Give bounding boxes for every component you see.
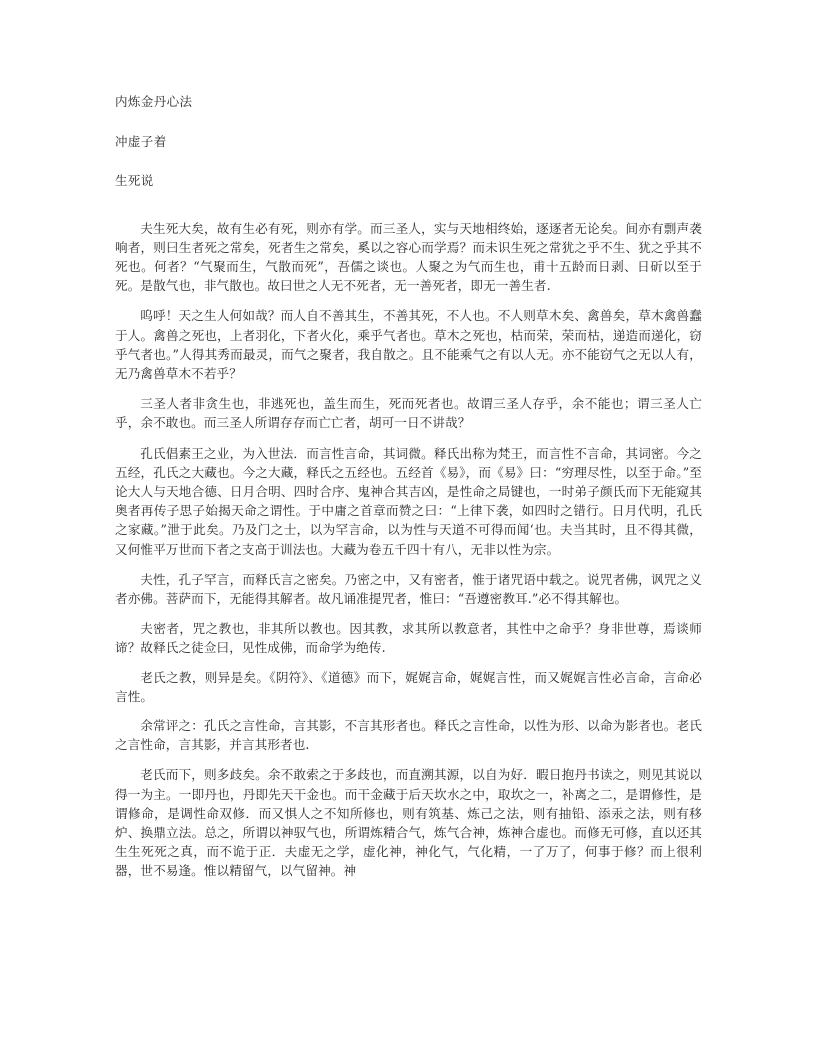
section-heading: 生死说 [115,173,154,188]
body-paragraph: 老氏之教，则异是矣。《阴符》、《道德》而下，娓娓言命，娓娓言性，而又娓娓言性必言命，言命必言性。 [115,669,702,704]
body-paragraph: 孔氏倡素王之业，为入世法．而言性言命，其词微。释氏出称为梵王，而言性不言命，其词密。今之五经，孔氏之大藏也。今之大藏，释氏之五经也。五经首《易》，而《易》曰：“穷理尽性，以至于命。”至论大人与天地合德、日月合明、四时合序、鬼神合其吉凶，是性命之局键也，一时弟子颜氏而下无能窥其奥者再传子思子始揭天命之谓性。于中庸之首章而赞之曰：“上律下袭，如四时之错行。日月代明，孔氏之家藏。”泄于此矣。乃及门之士，以为罕言命，以为性与天道不可得而闻‘也。夫当其时，且不得其微，又何惟平万世而下者之支高于训法也。大藏为卷五千四十有八，无非以性为宗。 [115,445,702,557]
document-title: 内炼金丹心法 [115,94,193,109]
document-body [115,96,702,881]
body-paragraph: 余常评之：孔氏之言性命，言其影，不言其形者也。释氏之言性命，以性为形、以命为影者也。老氏之言性命，言其影，并言其形者也. [115,717,702,753]
body-paragraph: 夫密者，咒之教也，非其所以教也。因其教，求其所以教意者，其性中之命乎？身非世尊，焉谈师谛？故释氏之徒佥曰，见性成佛，而命学为绝传. [115,621,702,656]
body-paragraph: 夫性，孔子罕言，而释氏言之密矣。乃密之中，又有密者，惟于诸咒语中载之。说咒者佛，讽咒之义者亦佛。菩萨而下，无能得其解者。故凡诵准提咒者，惟曰：“吾遵密教耳.”必不得其解也。 [115,571,702,606]
body-paragraph: 三圣人者非贪生也，非逃死也，盖生而生，死而死者也。故谓三圣人存乎，余不能也；谓三圣人亡乎，余不敢也。而三圣人所谓存存而亡亡者，胡可一日不讲哉？ [115,396,702,431]
body-paragraph: 老氏而下，则多歧矣。余不敢索之于多歧也，而直溯其源，以自为好．暇日抱丹书读之，则见其说以得一为主。一即丹也，丹即先天干金也。而干金藏于后天坎水之中，取坎之一，补离之二，是谓修性，是谓修命，是调性命双修．而又惧人之不知所修也，则有筑基、炼己之法，则有抽铅、添汞之法，则有移炉、换鼎立法。总之，所谓以神驭气也，所谓炼精合气，炼气合神，炼神合虚也。而修无可修，直以还其生生死死之真，而不诡于正．夫虚无之学，虚化神，神化气，气化精，一了万了，何事于修？而上很利器，世不易逢。惟以精留气，以气留神。神 [115,767,702,879]
document-author: 冲虚子着 [115,133,167,149]
body-paragraph: 呜呼！天之生人何如哉？而人自不善其生，不善其死，不人也。不人则草木矣、禽兽矣，草木禽兽蠢于人。禽兽之死也，上者羽化，下者火化，乘乎气者也。草木之死也，枯而荣，荣而枯，递造而递化，窃乎气者也。”人得其秀而最灵，而气之聚者，我自散之。且不能乘气之有以人无。亦不能窃气之无以人有，无乃禽兽草木不若乎？ [115,308,702,381]
body-paragraph: 夫生死大矣，故有生必有死，则亦有学。而三圣人，实与天地相终始，逐逐者无论矣。间亦有剽声袭响者，则曰生者死之常矣，死者生之常矣，奚以之容心而学焉？而未识生死之常犹之乎不生、犹之乎其不死也。何者？“气聚而生，气散而死”，吾儒之谈也。人聚之为气而生也，甫十五龄而日剥、日斫以至于死。是散气也，非气散也。故曰世之人无不死者，无一善死者，即无一善生者. [115,220,702,294]
